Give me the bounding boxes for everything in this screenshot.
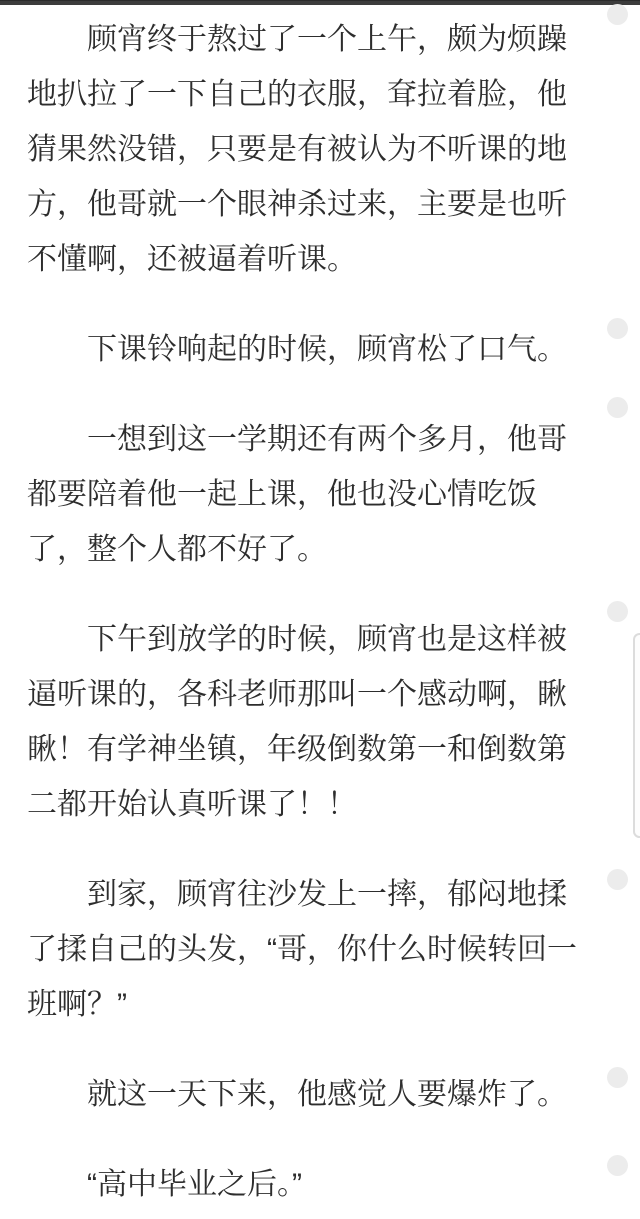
paragraph-comment-dot[interactable] <box>607 869 628 890</box>
paragraph-comment-dot[interactable] <box>607 1067 628 1088</box>
paragraph-comment-dot[interactable] <box>607 397 628 418</box>
paragraph-comment-dot[interactable] <box>607 4 628 25</box>
paragraph: 一想到这一学期还有两个多月，他哥都要陪着他一起上课，他也没心情吃饭了，整个人都不好了。 <box>27 423 567 566</box>
paragraph-comment-dot[interactable] <box>607 318 628 339</box>
paragraph: 下课铃响起的时候，顾宵松了口气。 <box>87 333 567 366</box>
paragraph-comment-dot[interactable] <box>607 1155 628 1176</box>
paragraph: 到家，顾宵往沙发上一摔，郁闷地揉了揉自己的头发，“哥，你什么时候转回一班啊？” <box>27 878 577 1021</box>
paragraph: 就这一天下来，他感觉人要爆炸了。 <box>87 1078 567 1111</box>
paragraph: 下午到放学的时候，顾宵也是这样被逼听课的，各科老师那叫一个感动啊，瞅瞅！有学神坐镇，年级倒数第一和倒数第二都开始认真听课了！！ <box>27 623 567 821</box>
paragraph: “高中毕业之后。” <box>87 1168 302 1201</box>
paragraph-comment-dot[interactable] <box>607 601 628 622</box>
status-bar-strip <box>0 0 640 5</box>
paragraph: 顾宵终于熬过了一个上午，颇为烦躁地扒拉了一下自己的衣服，耷拉着脸，他猜果然没错，只要是有被认为不听课的地方，他哥就一个眼神杀过来，主要是也听不懂啊，还被逼着听课。 <box>27 23 567 276</box>
scrollbar-thumb[interactable] <box>633 633 640 838</box>
chapter-text[interactable] <box>27 12 593 1212</box>
